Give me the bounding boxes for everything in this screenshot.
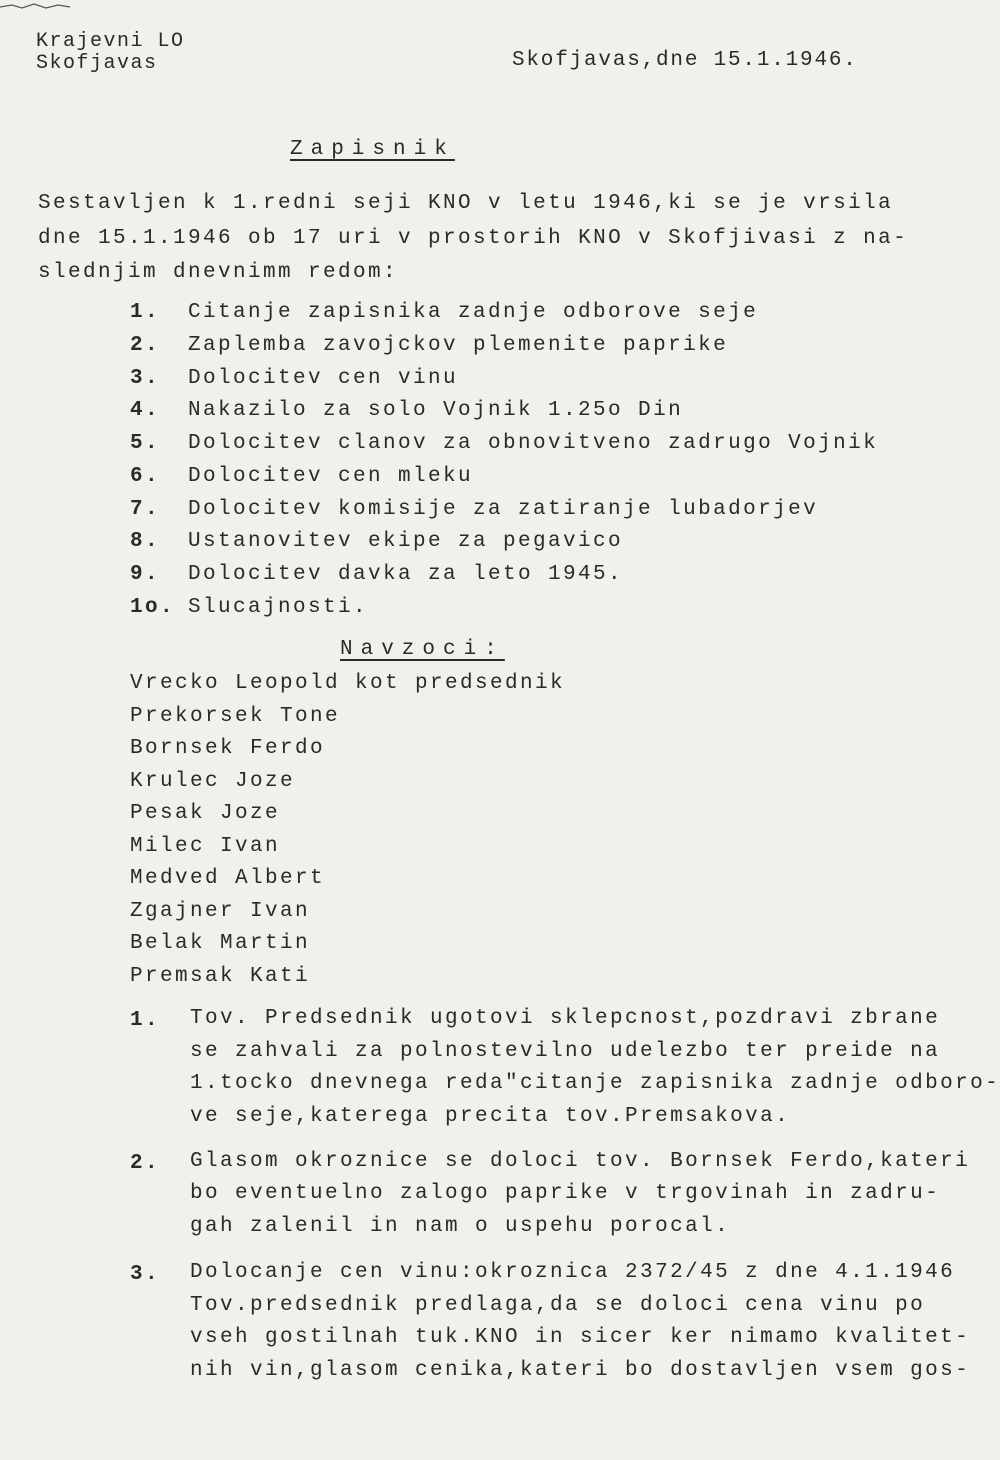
point-line: vseh gostilnah tuk.KNO in sicer ker nimamo kvalitet- — [190, 1326, 971, 1349]
attendee-name: Milec Ivan — [130, 835, 281, 858]
document-title: Zapisnik — [290, 138, 455, 161]
intro-line-1: Sestavljen k 1.redni seji KNO v letu 1946,ki se je vrsila — [38, 192, 894, 215]
agenda-num: 4. — [130, 399, 161, 422]
agenda-item: Zaplemba zavojckov plemenite paprike — [188, 334, 729, 357]
point-line: nih vin,glasom cenika,kateri bo dostavljen vsem gos- — [190, 1359, 971, 1382]
agenda-num: 8. — [130, 530, 161, 553]
point-line: 1.tocko dnevnega reda"citanje zapisnika zadnje odboro- — [190, 1072, 1000, 1095]
attendee-name: Premsak Kati — [130, 965, 311, 988]
agenda-num: 9. — [130, 563, 161, 586]
point-number: 3. — [130, 1263, 161, 1286]
point-number: 2. — [130, 1152, 161, 1175]
attendees-heading: Navzoci: — [340, 638, 505, 661]
intro-line-2: dne 15.1.1946 ob 17 uri v prostorih KNO v Skofjivasi z na- — [38, 227, 909, 250]
place-date: Skofjavas,dne 15.1.1946. — [512, 49, 858, 72]
point-number: 1. — [130, 1009, 161, 1032]
intro-line-3: slednjim dnevnimm redom: — [38, 261, 399, 284]
agenda-num: 3. — [130, 367, 161, 390]
attendee-name: Bornsek Ferdo — [130, 737, 326, 760]
point-line: gah zalenil in nam o uspehu porocal. — [190, 1215, 731, 1238]
org-line-2: Skofjavas — [36, 52, 158, 75]
agenda-item: Dolocitev davka za leto 1945. — [188, 563, 624, 586]
agenda-num: 1o. — [130, 596, 176, 619]
agenda-item: Nakazilo za solo Vojnik 1.25o Din — [188, 399, 684, 422]
agenda-item: Ustanovitev ekipe za pegavico — [188, 530, 624, 553]
agenda-item: Dolocitev komisije za zatiranje lubadorjev — [188, 498, 819, 521]
agenda-num: 7. — [130, 498, 161, 521]
agenda-num: 2. — [130, 334, 161, 357]
org-line-1: Krajevni LO — [36, 30, 185, 53]
torn-corner-mark — [0, 0, 70, 14]
agenda-item: Dolocitev cen vinu — [188, 367, 459, 390]
point-line: bo eventuelno zalogo paprike v trgovinah in zadru- — [190, 1182, 941, 1205]
point-line: ve seje,katerega precita tov.Premsakova. — [190, 1105, 791, 1128]
attendee-name: Medved Albert — [130, 867, 326, 890]
attendee-name: Prekorsek Tone — [130, 705, 341, 728]
point-line: Tov.predsednik predlaga,da se doloci cena vinu po — [190, 1294, 926, 1317]
agenda-num: 6. — [130, 465, 161, 488]
point-line: Glasom okroznice se doloci tov. Bornsek Ferdo,kateri — [190, 1150, 971, 1173]
agenda-item: Slucajnosti. — [188, 596, 369, 619]
point-line: Tov. Predsednik ugotovi sklepcnost,pozdravi zbrane — [190, 1007, 941, 1030]
agenda-item: Citanje zapisnika zadnje odborove seje — [188, 301, 759, 324]
agenda-num: 1. — [130, 301, 161, 324]
agenda-item: Dolocitev cen mleku — [188, 465, 474, 488]
point-line: Dolocanje cen vinu:okroznica 2372/45 z dne 4.1.1946 — [190, 1261, 956, 1284]
attendee-name: Zgajner Ivan — [130, 900, 311, 923]
attendee-name: Pesak Joze — [130, 802, 281, 825]
agenda-num: 5. — [130, 432, 161, 455]
point-line: se zahvali za polnostevilno udelezbo ter preide na — [190, 1040, 941, 1063]
agenda-item: Dolocitev clanov za obnovitveno zadrugo Vojnik — [188, 432, 879, 455]
attendee-name: Vrecko Leopold kot predsednik — [130, 672, 566, 695]
attendee-name: Belak Martin — [130, 932, 311, 955]
attendee-name: Krulec Joze — [130, 770, 296, 793]
